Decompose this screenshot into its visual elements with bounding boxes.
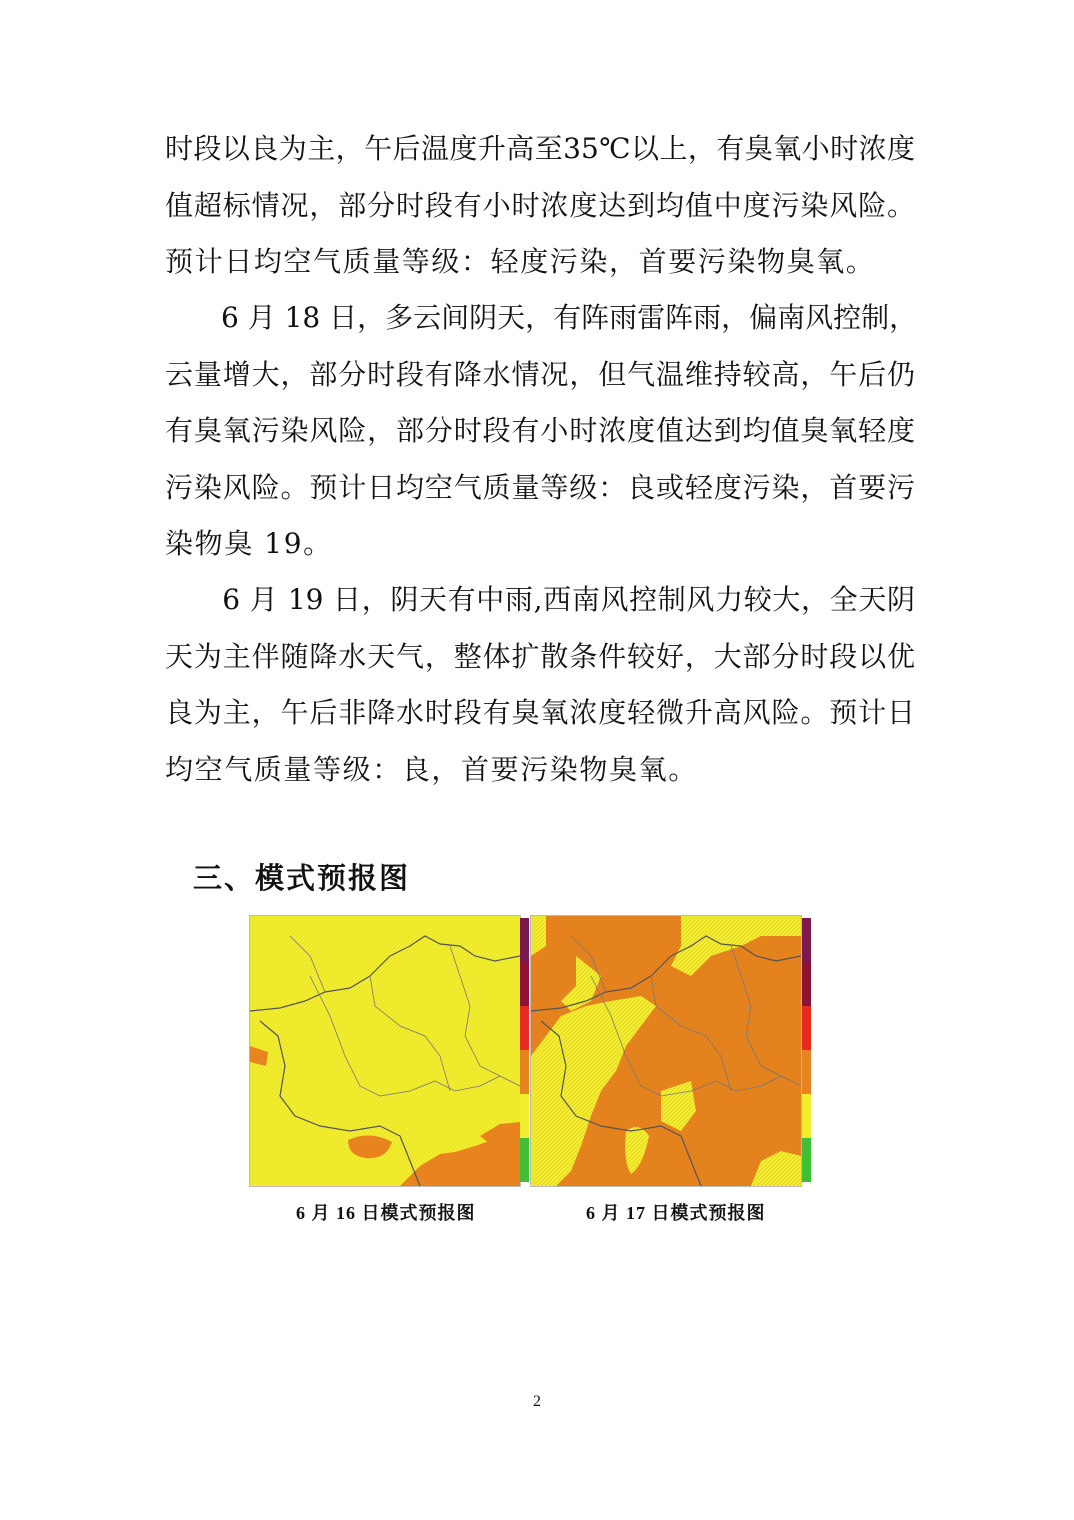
text-line: 有臭氧污染风险，部分时段有小时浓度值达到均值臭氧轻度 bbox=[165, 414, 915, 447]
forecast-map-jun16 bbox=[249, 915, 521, 1187]
paragraph-1 bbox=[165, 121, 915, 291]
colorbar-legend bbox=[802, 918, 811, 1182]
section-heading: 三、模式预报图 bbox=[193, 861, 411, 895]
forecast-map-jun17 bbox=[530, 915, 802, 1187]
colorbar-legend bbox=[520, 918, 529, 1182]
text-line: 6 月 19 日，阴天有中雨,西南风控制风力较大，全天阴 bbox=[165, 583, 915, 616]
text-line: 均空气质量等级：良，首要污染物臭氧。 bbox=[165, 752, 698, 786]
text-line: 天为主伴随降水天气，整体扩散条件较好，大部分时段以优 bbox=[165, 639, 915, 673]
text-line: 良为主，午后非降水时段有臭氧浓度轻微升高风险。预计日 bbox=[165, 696, 915, 729]
page-number: 2 bbox=[533, 1393, 541, 1410]
text-line: 云量增大，部分时段有降水情况，但气温维持较高，午后仍 bbox=[165, 357, 915, 391]
text-line: 6 月 18 日，多云间阴天，有阵雨雷阵雨，偏南风控制， bbox=[165, 301, 918, 334]
figure-caption-jun17: 6 月 17 日模式预报图 bbox=[586, 1203, 766, 1223]
figure-caption-jun16: 6 月 16 日模式预报图 bbox=[296, 1203, 476, 1223]
text-line: 时段以良为主，午后温度升高至35℃以上，有臭氧小时浓度 bbox=[165, 132, 915, 165]
paragraph-2 bbox=[165, 290, 918, 573]
text-line: 预计日均空气质量等级：轻度污染，首要污染物臭氧。 bbox=[165, 245, 876, 278]
text-line: 污染风险。预计日均空气质量等级：良或轻度污染，首要污 bbox=[165, 470, 915, 504]
paragraph-3 bbox=[165, 572, 915, 798]
text-line: 值超标情况，部分时段有小时浓度达到均值中度污染风险。 bbox=[165, 188, 915, 222]
text-line: 染物臭 19。 bbox=[165, 527, 333, 560]
